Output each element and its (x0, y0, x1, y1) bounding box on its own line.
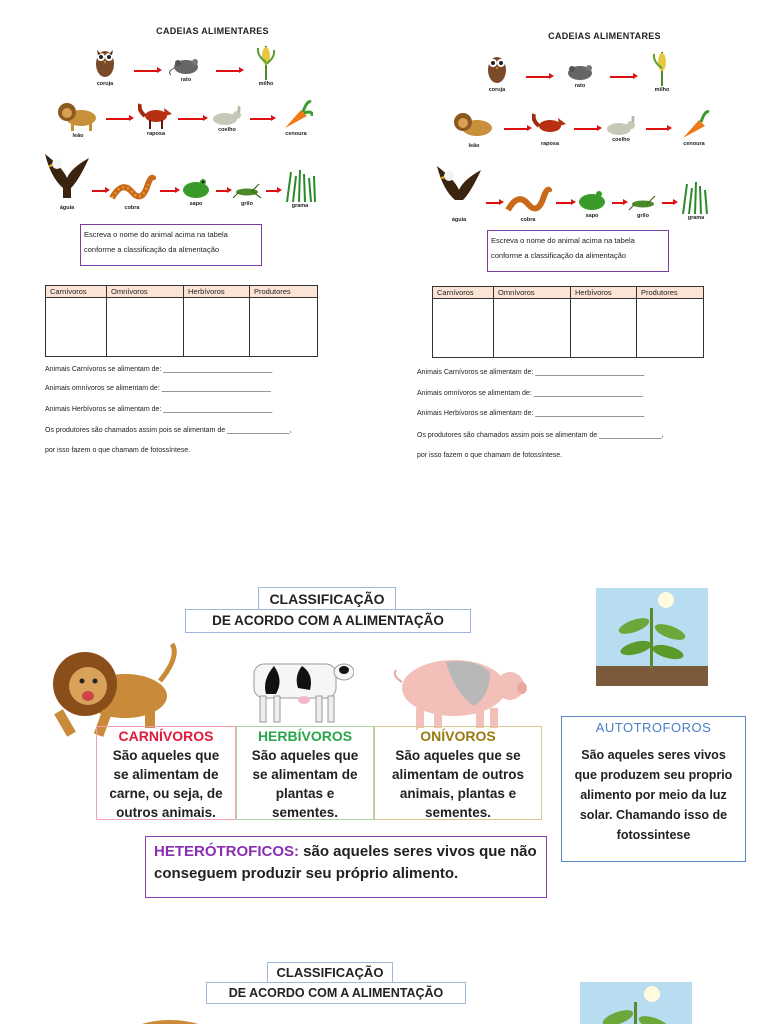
worksheet-right (412, 8, 757, 488)
carnivoros-text-4: outros animais. (116, 805, 216, 820)
rat-icon (563, 60, 597, 82)
cricket-figure (626, 194, 660, 219)
chain-label: grilo (241, 201, 253, 207)
cell-herbivoros[interactable] (571, 299, 637, 358)
chain-label: grilo (637, 213, 649, 219)
rabbit-icon (209, 106, 245, 126)
pig-icon (390, 652, 530, 732)
carnivoros-text-3: carne, ou seja, de (109, 786, 223, 801)
carrot-figure (276, 98, 316, 137)
chain-label: leão (72, 133, 84, 139)
lion-icon (55, 100, 101, 132)
arrow (556, 202, 572, 204)
arrow (612, 202, 624, 204)
eagle-figure (42, 150, 92, 211)
arrow (526, 76, 550, 78)
instruction-box (80, 224, 262, 266)
snake-icon (504, 182, 552, 216)
herbivoros-text-4: sementes. (271, 805, 339, 820)
herbivoros-heading: HERBÍVOROS (257, 728, 353, 744)
rat-figure (562, 60, 598, 89)
carnivoros-heading: CARNÍVOROS (118, 728, 214, 744)
cricket-icon (231, 182, 263, 200)
eagle-icon (43, 150, 91, 204)
arrow (266, 190, 278, 192)
chain-label: rato (180, 77, 192, 83)
onivoros-heading: ONÍVOROS (420, 728, 496, 744)
cell-carnivoros[interactable] (433, 299, 494, 358)
rat-icon (169, 54, 203, 76)
autotrofos-heading: AUTOTROFOROS (595, 720, 712, 735)
owl-figure (90, 44, 120, 87)
carrot-icon (677, 108, 711, 140)
th-omnivoros: Omnívoros (107, 286, 184, 298)
chain-label: águia (59, 205, 75, 211)
question-2: Animais omnívoros se alimentam de: ____________________________ (45, 385, 271, 392)
classification-title: CLASSIFICAÇÃO (258, 587, 396, 611)
classification-infographic-repeat (60, 952, 760, 1024)
arrow (160, 190, 176, 192)
cell-produtores[interactable] (637, 299, 704, 358)
autotrofos-box (561, 716, 746, 862)
classification-subtitle: DE ACORDO COM A ALIMENTAÇÃO (185, 609, 471, 633)
instruction-box (487, 230, 669, 272)
arrow (216, 190, 228, 192)
grass-figure (678, 180, 714, 221)
cell-herbivoros[interactable] (184, 298, 250, 357)
cell-omnivoros[interactable] (494, 299, 571, 358)
question-4: Os produtores são chamados assim pois se alimentam de ________________, (45, 427, 292, 434)
chain-label: raposa (146, 131, 166, 137)
frog-figure (178, 176, 214, 207)
snake-figure (108, 170, 156, 211)
arrow (574, 128, 598, 130)
worksheet-title: CADEIAS ALIMENTARES (548, 31, 661, 41)
eagle-figure (434, 162, 484, 223)
cow-icon (244, 650, 354, 726)
classification-table (432, 286, 704, 358)
arrow (216, 70, 240, 72)
rabbit-icon (603, 116, 639, 136)
heterotrofos-text: são aqueles seres vivos que não conseguem produzir seu próprio alimento. (154, 843, 537, 882)
instruction-line-1: Escreva o nome do animal acima na tabela (84, 230, 228, 239)
owl-figure (482, 50, 512, 93)
autotrofos-text-3: alimento por meio da luz (580, 788, 727, 802)
frog-icon (179, 176, 213, 200)
carrot-icon (279, 98, 313, 130)
instruction-line-2: conforme a classificação da alimentação (84, 245, 220, 254)
lion-icon (451, 110, 497, 142)
question-3: Animais Herbívoros se alimentam de: ____________________________ (417, 410, 645, 417)
th-herbivoros: Herbívoros (184, 286, 250, 298)
owl-icon (485, 50, 509, 86)
question-4: Os produtores são chamados assim pois se alimentam de ________________, (417, 432, 664, 439)
question-5: por isso fazem o que chamam de fotossíntese. (417, 452, 563, 459)
corn-icon (651, 48, 673, 86)
herbivoros-text-1: São aqueles que (251, 748, 359, 763)
plant-sunlight-icon (580, 982, 692, 1024)
th-carnivoros: Carnívoros (433, 287, 494, 299)
carrot-figure (674, 108, 714, 147)
chain-label: cobra (520, 217, 536, 223)
th-omnivoros: Omnívoros (494, 287, 571, 299)
food-chain-3 (412, 162, 757, 232)
autotrofos-text-5: fotossintese (616, 828, 691, 842)
herbivoros-text-2: se alimentam de (252, 767, 358, 782)
chain-label: águia (451, 217, 467, 223)
cell-produtores[interactable] (250, 298, 318, 357)
instruction-line-2: conforme a classificação da alimentação (491, 251, 627, 260)
question-1: Animais Carnívoros se alimentam de: ____________________________ (417, 369, 645, 376)
cell-omnivoros[interactable] (107, 298, 184, 357)
carnivoros-card (96, 726, 236, 820)
autotrofos-text-1: São aqueles seres vivos (581, 748, 726, 762)
arrow (504, 128, 528, 130)
chain-label: cenoura (285, 131, 307, 137)
grass-icon (679, 180, 713, 214)
herbivoros-text-3: plantas e (275, 786, 335, 801)
question-5: por isso fazem o que chamam de fotossíntese. (45, 447, 191, 454)
chain-label: cobra (124, 205, 140, 211)
grass-figure (282, 168, 318, 209)
chain-label: rato (574, 83, 586, 89)
chain-label: coelho (612, 137, 630, 143)
chain-label: leão (468, 143, 480, 149)
arrow (646, 128, 668, 130)
autotrofos-text-4: solar. Chamando isso de (579, 808, 728, 822)
arrow (178, 118, 204, 120)
rabbit-figure (208, 106, 246, 133)
question-1: Animais Carnívoros se alimentam de: ____________________________ (45, 366, 273, 373)
owl-icon (93, 44, 117, 80)
chain-label: grama (687, 215, 705, 221)
chain-label: coruja (488, 87, 506, 93)
worksheet-title: CADEIAS ALIMENTARES (156, 26, 269, 36)
autotrofos-text-2: que produzem seu proprio (574, 768, 733, 782)
cell-carnivoros[interactable] (46, 298, 107, 357)
chain-label: coelho (218, 127, 236, 133)
chain-label: sapo (585, 213, 599, 219)
classification-infographic (30, 580, 750, 910)
corn-figure (648, 48, 676, 93)
classification-title: CLASSIFICAÇÃO (267, 962, 393, 984)
carnivoros-text-1: São aqueles que (112, 748, 220, 763)
lion-figure (450, 110, 498, 149)
chain-label: milho (258, 81, 274, 87)
th-herbivoros: Herbívoros (571, 287, 637, 299)
th-produtores: Produtores (250, 286, 318, 298)
onivoros-text-2: alimentam de outros (391, 767, 525, 782)
instruction-line-1: Escreva o nome do animal acima na tabela (491, 236, 635, 245)
herbivoros-card (236, 726, 374, 820)
question-2: Animais omnívoros se alimentam de: ____________________________ (417, 390, 643, 397)
chain-label: grama (291, 203, 309, 209)
corn-icon (255, 42, 277, 80)
arrow (610, 76, 634, 78)
worksheet-left (40, 0, 385, 480)
onivoros-text-4: sementes. (424, 805, 492, 820)
fox-icon (138, 100, 174, 130)
chain-label: cenoura (683, 141, 705, 147)
chain-label: sapo (189, 201, 203, 207)
arrow (250, 118, 272, 120)
onivoros-text-1: São aqueles que se (395, 748, 521, 763)
heterotrofos-heading: HETERÓTROFICOS: (154, 843, 299, 860)
th-carnivoros: Carnívoros (46, 286, 107, 298)
arrow (92, 190, 106, 192)
rabbit-figure (602, 116, 640, 143)
question-3: Animais Herbívoros se alimentam de: ____________________________ (45, 406, 273, 413)
arrow (662, 202, 674, 204)
grass-icon (283, 168, 317, 202)
food-chain-3 (40, 150, 385, 220)
arrow (106, 118, 130, 120)
fox-icon (532, 110, 568, 140)
snake-figure (504, 182, 552, 223)
food-chain-1 (412, 46, 757, 116)
lion-icon (100, 1014, 220, 1024)
chain-label: raposa (540, 141, 560, 147)
frog-icon (575, 188, 609, 212)
lion-figure (54, 100, 102, 139)
arrow (486, 202, 500, 204)
corn-figure (252, 42, 280, 87)
fox-figure (136, 100, 176, 137)
onivoros-text-3: animais, plantas e (399, 786, 517, 801)
plant-sunlight-icon (596, 588, 708, 686)
eagle-icon (435, 162, 483, 216)
onivoros-card (374, 726, 542, 820)
rat-figure (168, 54, 204, 83)
classification-table (45, 285, 318, 357)
carnivoros-text-2: se alimentam de (113, 767, 219, 782)
cricket-figure (230, 182, 264, 207)
frog-figure (574, 188, 610, 219)
snake-icon (108, 170, 156, 204)
classification-subtitle: DE ACORDO COM A ALIMENTAÇÃO (206, 982, 466, 1004)
chain-label: milho (654, 87, 670, 93)
arrow (134, 70, 158, 72)
heterotrofos-box (145, 836, 547, 898)
th-produtores: Produtores (637, 287, 704, 299)
cricket-icon (627, 194, 659, 212)
chain-label: coruja (96, 81, 114, 87)
fox-figure (530, 110, 570, 147)
